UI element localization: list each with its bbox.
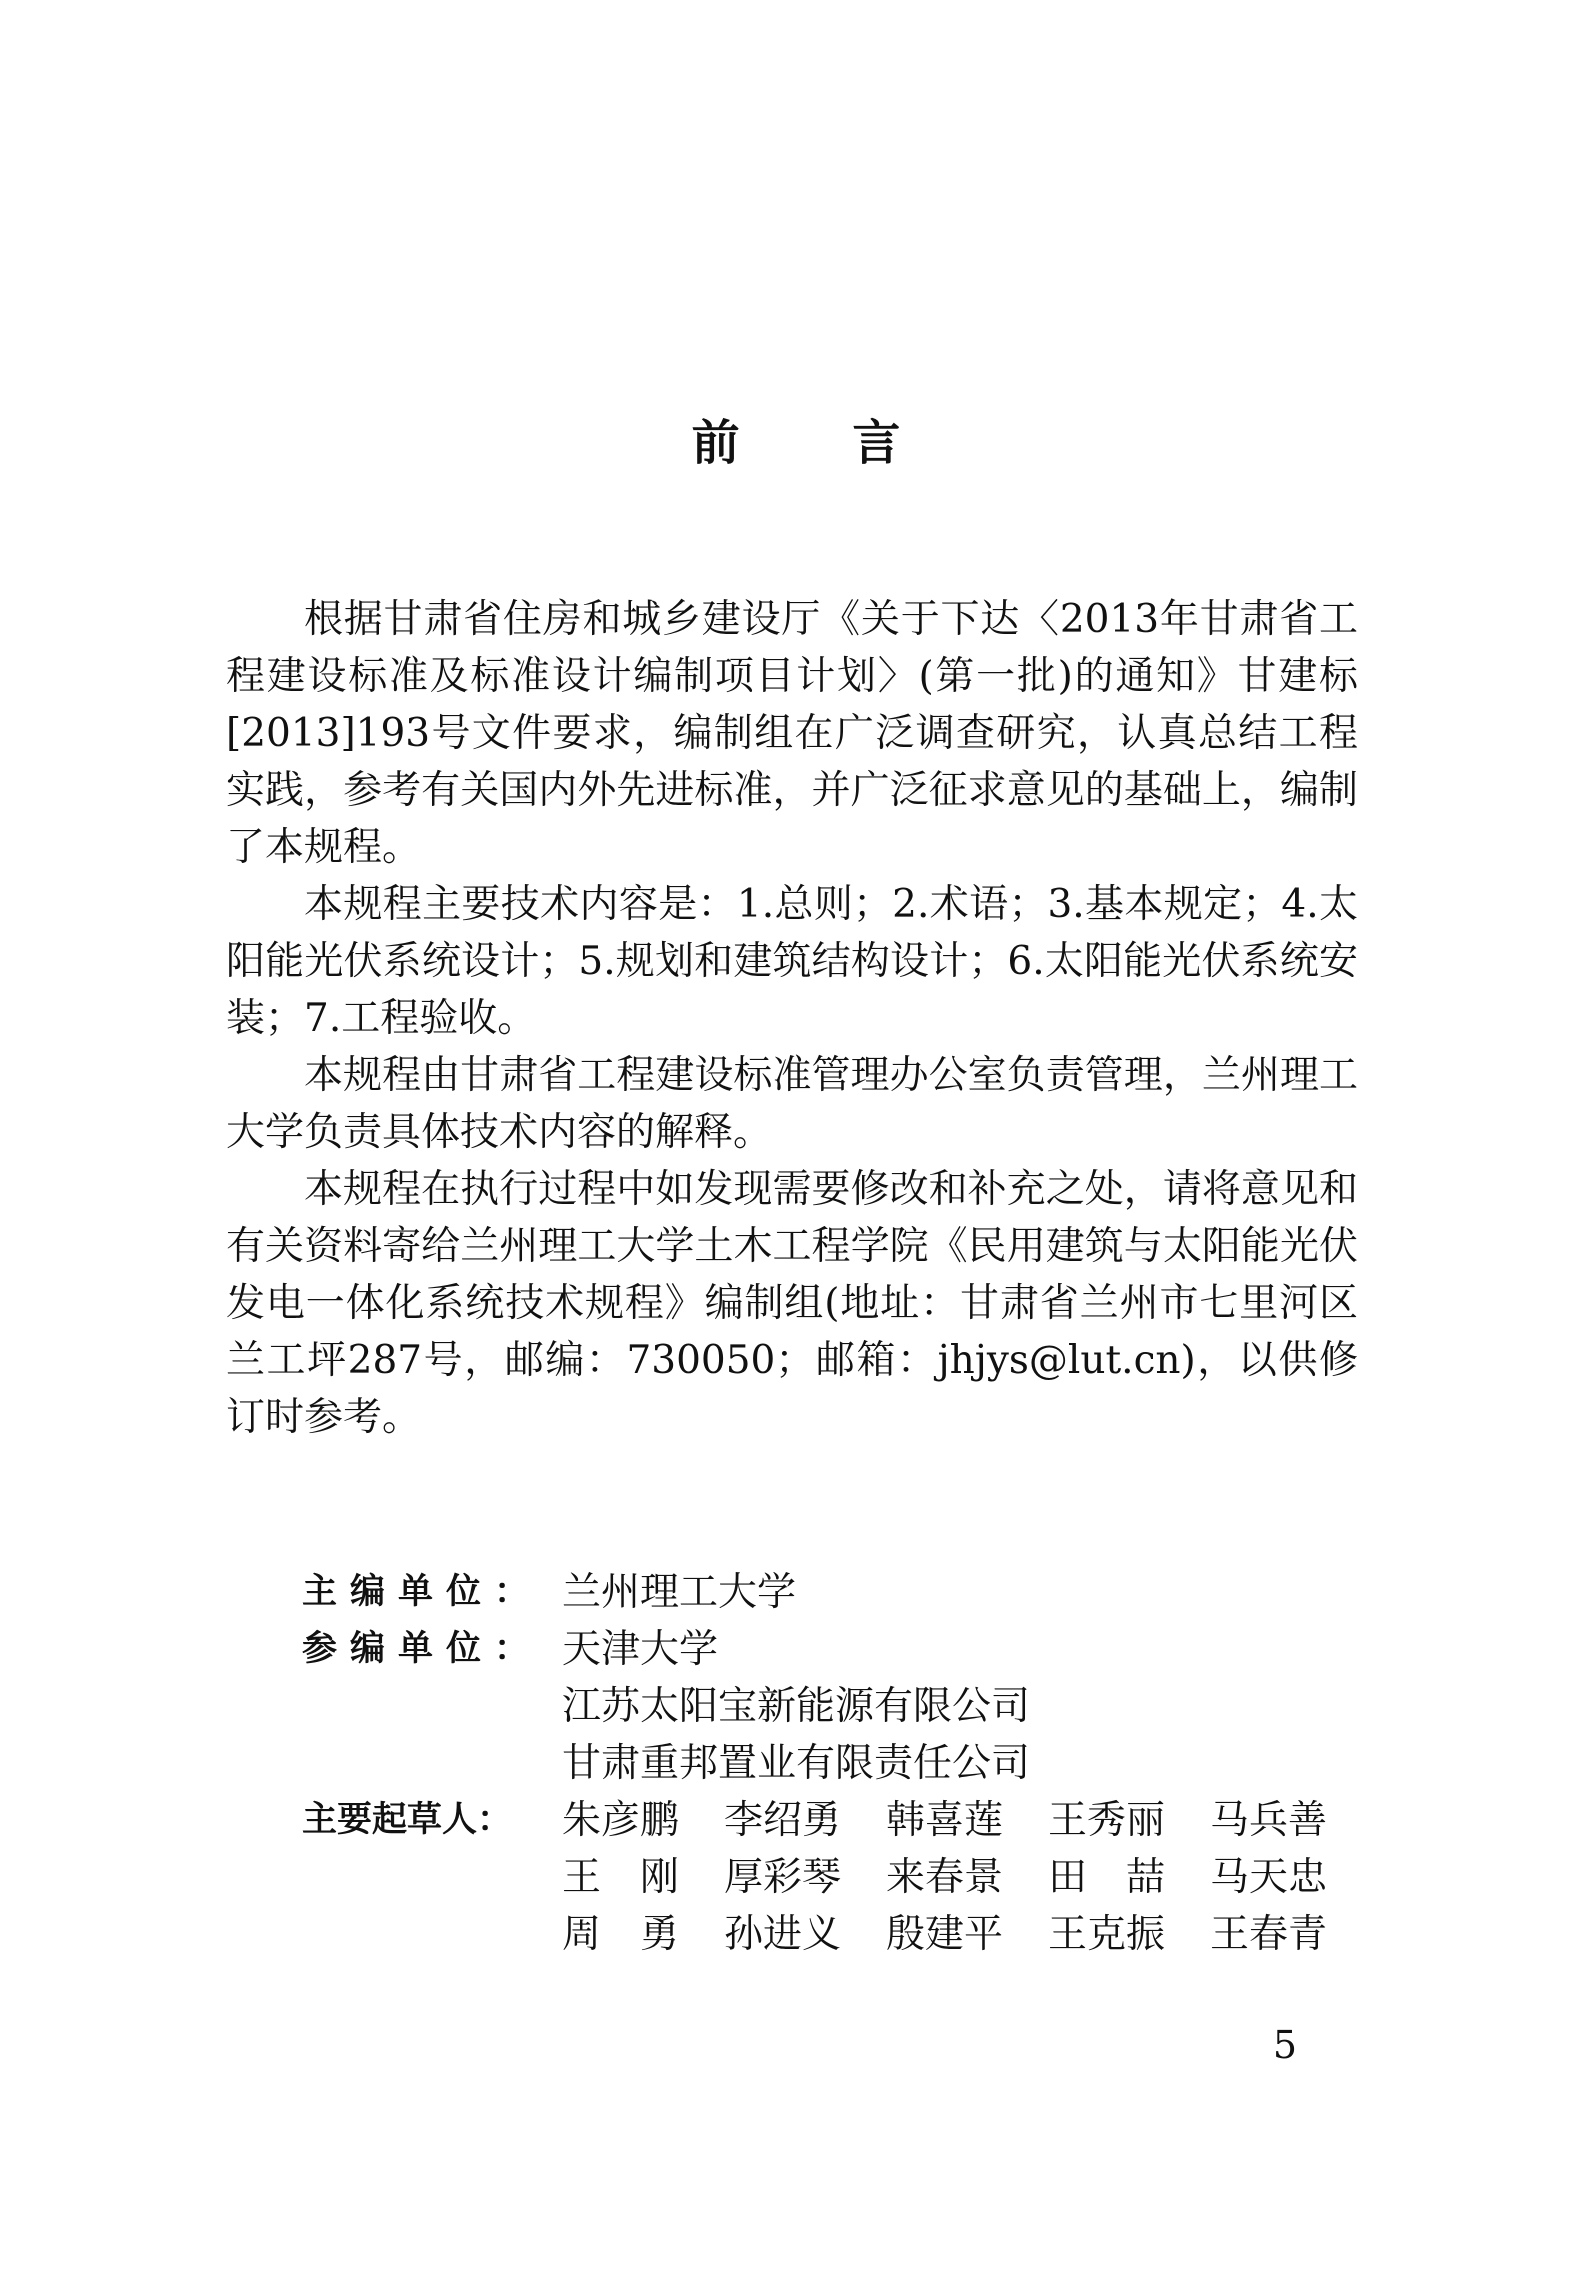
page-number: 5 — [1272, 2023, 1298, 2067]
chief-unit-values — [562, 1564, 1362, 1621]
participating-unit: 天津大学 — [562, 1627, 719, 1672]
chief-unit-label: 主编单位： — [302, 1572, 530, 1612]
drafters-row — [302, 1792, 1362, 1963]
drafter-name: 王秀丽 — [1048, 1798, 1166, 1843]
participating-units-values — [562, 1621, 1362, 1792]
drafters-label: 主要起草人： — [302, 1800, 513, 1840]
drafter-name: 王克振 — [1048, 1912, 1166, 1957]
page-title: 前 言 — [691, 415, 949, 471]
drafter-name: 马兵善 — [1210, 1798, 1328, 1843]
drafter-name: 来春景 — [886, 1855, 1004, 1900]
drafters-names — [562, 1792, 1372, 1963]
participating-units-row — [302, 1621, 1362, 1792]
participating-unit: 江苏太阳宝新能源有限公司 — [562, 1684, 1031, 1729]
chief-unit-name: 兰州理工大学 — [562, 1570, 797, 1615]
paragraph-feedback: 本规程在执行过程中如发现需要修改和补充之处，请将意见和有关资料寄给兰州理工大学土木工程学院《民用建筑与太阳能光伏发电一体化系统技术规程》编制组(地址：甘肃省兰州市七里河区兰工坪287号，邮编：730050；邮箱：jhjys@lut.cn)，以供修订时参考。 — [226, 1167, 1358, 1440]
drafter-name: 厚彩琴 — [724, 1855, 842, 1900]
participating-unit: 甘肃重邦置业有限责任公司 — [562, 1741, 1031, 1786]
drafter-name: 王春青 — [1210, 1912, 1328, 1957]
paragraph-basis: 根据甘肃省住房和城乡建设厅《关于下达〈2013年甘肃省工程建设标准及标准设计编制项目计划〉(第一批)的通知》甘建标[2013]193号文件要求，编制组在广泛调查研究，认真总结工程实践，参考有关国内外先进标准，并广泛征求意见的基础上，编制了本规程。 — [226, 597, 1358, 870]
preface-body — [226, 591, 1358, 1446]
drafter-name: 朱彦鹏 — [562, 1798, 680, 1843]
drafter-name: 王 刚 — [562, 1855, 680, 1900]
drafter-name: 李绍勇 — [724, 1798, 842, 1843]
drafter-name: 孙进义 — [724, 1912, 842, 1957]
drafter-name: 殷建平 — [886, 1912, 1004, 1957]
drafter-name: 田 喆 — [1048, 1855, 1166, 1900]
drafter-name: 韩喜莲 — [886, 1798, 1004, 1843]
chief-unit-row — [302, 1564, 1362, 1621]
paragraph-management: 本规程由甘肃省工程建设标准管理办公室负责管理，兰州理工大学负责具体技术内容的解释。 — [226, 1053, 1358, 1155]
drafter-name: 周 勇 — [562, 1912, 680, 1957]
participating-units-label: 参编单位： — [302, 1629, 530, 1669]
credits-block — [302, 1564, 1362, 1963]
paragraph-contents: 本规程主要技术内容是：1.总则；2.术语；3.基本规定；4.太阳能光伏系统设计；5.规划和建筑结构设计；6.太阳能光伏系统安装；7.工程验收。 — [226, 882, 1358, 1041]
drafter-name: 马天忠 — [1210, 1855, 1328, 1900]
